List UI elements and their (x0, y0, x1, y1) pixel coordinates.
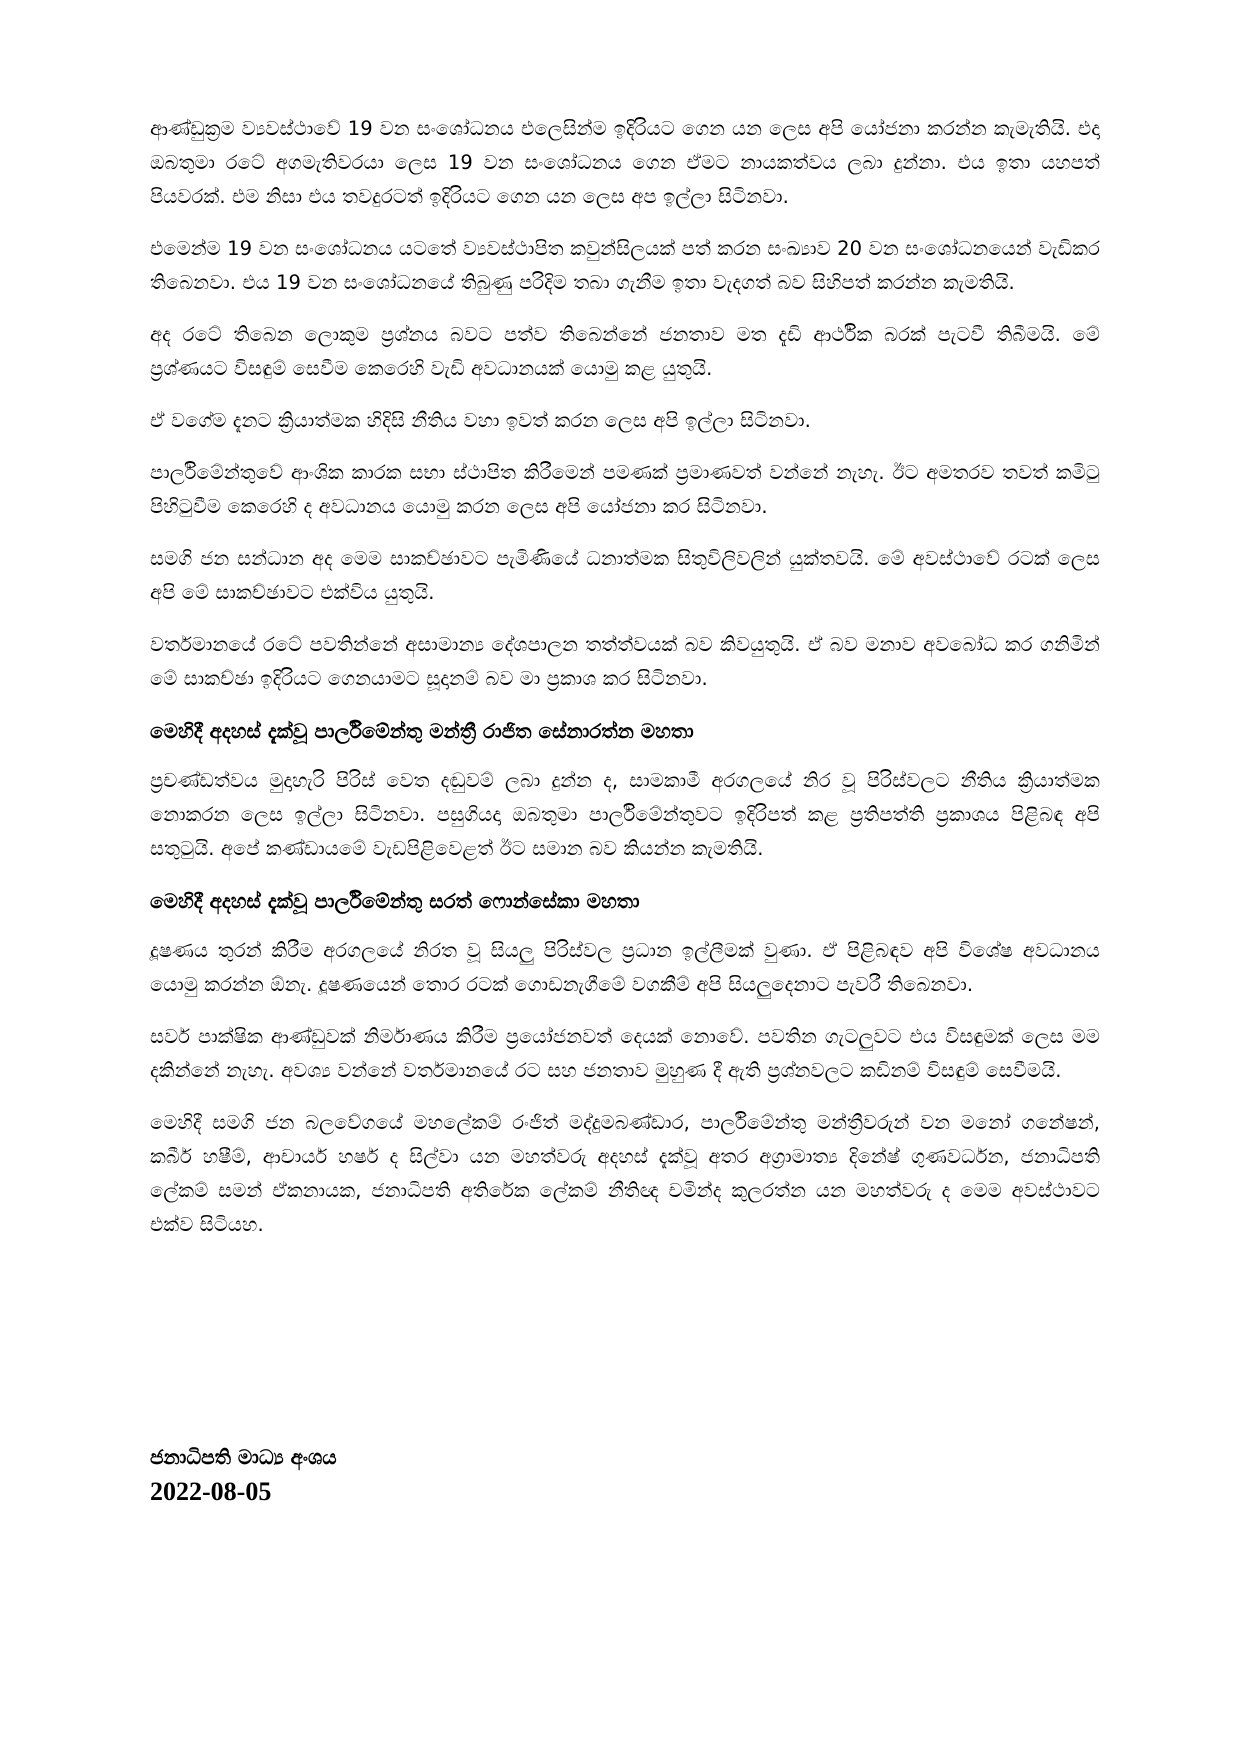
paragraph-5: පාර්ලිමේන්තුවේ ආංශික කාරක සභා ස්ථාපිත කිරීමෙන් පමණක් ප්‍රමාණවත් වන්නේ නැහැ. ඊට අමතරව තවත් කමිටු පිහිටුවීම කෙරෙහි ද අවධානය යොමු කරන ලෙස අපි යෝජනා කර සිටිනවා. (150, 461, 1100, 518)
paragraph-1: ආණ්ඩුක්‍රම ව්‍යවස්ථාවේ 19 වන සංශෝධනය එලෙසින්ම ඉදිරියට ගෙන යන ලෙස අපි යෝජනා කරන්න කැමැතියි. එදා ඔබතුමා රටේ අගමැතිවරයා ලෙස 19 වන සංශෝධනය ගෙන ඒමට නායකත්වය ලබා දුන්නා. එය ඉතා යහපත් පියවරක්. එම නිසා එය තවදුරටත් ඉදිරියට ගෙන යන ලෙස අප ඉල්ලා සිටිනවා. (150, 117, 1100, 208)
paragraph-4: ඒ වගේම දැනට ක්‍රියාත්මක හිදිසි නීතිය වහා ඉවත් කරන ලෙස අපි ඉල්ලා සිටිනවා. (150, 409, 811, 432)
document-date: 2022-08-05 (150, 1477, 272, 1506)
issuing-organization: ජනාධිපති මාධ්‍ය අංශය (150, 1445, 337, 1469)
section-heading-sarath-fonseka: මෙහිදී අදහස් දැක්වූ පාර්ලිමේන්තු සරත් ෆොන්සේකා මහතා (150, 889, 640, 913)
paragraph-3: අද රටේ තිබෙන ලොකුම ප්‍රශ්නය බවට පත්ව තිබෙන්නේ ජනතාව මත දැඩි ආර්ථික බරක් පැටවී තිබීමයි. මේ ප්‍රශ්ණයට විසඳුම් සෙවීම කෙරෙහි වැඩි අවධානයක් යොමු කළ යුතුයි. (150, 323, 1100, 380)
paragraph-9: දූෂණය තුරන් කිරීම අරගලයේ නිරත වූ සියලු පිරිස්වල ප්‍රධාන ඉල්ලීමක් වුණා. ඒ පිළිබඳව අපි විශේෂ අවධානය යොමු කරන්න ඕනැ. දූෂණයෙන් තොර රටක් ගොඩනැගීමේ වගකීම් අපි සියලුදෙනාට පැවරී තිබෙනවා. (150, 939, 1100, 996)
paragraph-2: එමෙන්ම 19 වන සංශෝධනය යටතේ ව්‍යවස්ථාපිත කවුන්සිලයක් පත් කරන සංඛ්‍යාව 20 වන සංශෝධනයෙන් වැඩිකර තිබෙනවා. එය 19 වන සංශෝධනයේ තිබුණු පරිදිම තබා ගැනීම ඉතා වැදගත් බව සිහිපත් කරන්න කැමතියි. (150, 237, 1100, 294)
document-body (150, 112, 1100, 1260)
paragraph-10: සර්ව පාක්ෂික ආණ්ඩුවක් නිර්මාණය කිරීම ප්‍රයෝජනවත් දෙයක් නොවේ. පවතින ගැටලුවට එය විසඳුමක් ලෙස මම දකින්නේ නැහැ. අවශ්‍ය වන්නේ වර්තමානයේ රට සහ ජනතාව මුහුණ දී ඇති ප්‍රශ්නවලට කඩිනම් විසඳුම් සෙවීමයි. (150, 1025, 1100, 1082)
section-heading-rajitha-senaratne: මෙහිදී අදහස් දැක්වූ පාර්ලිමේන්තු මන්ත්‍රී රාජිත සේනාරත්න මහතා (150, 719, 694, 743)
paragraph-7: වර්තමානයේ රටේ පවතින්නේ අසාමාන්‍ය දේශපාලන තත්ත්වයක් බව කිවයුතුයි. ඒ බව මනාව අවබෝධ කර ගනිමින් මේ සාකච්ඡා ඉදිරියට ගෙනයාමට සූදානම් බව මා ප්‍රකාශ කර සිටිනවා. (150, 633, 1100, 690)
paragraph-8: ප්‍රචණ්ඩත්වය මුදාහැරි පිරිස් වෙත දඬුවම් ලබා දුන්න ද, සාමකාමී අරගලයේ නිර වූ පිරිස්වලට නීතිය ක්‍රියාත්මක නොකරන ලෙස ඉල්ලා සිටිනවා. පසුගියදා ඔබතුමා පාර්ලිමේන්තුවට ඉදිරිපත් කළ ප්‍රතිපත්ති ප්‍රකාශය පිළිබඳ අපි සතුටුයි. අපේ කණ්ඩායමේ වැඩපිළිවෙළත් ඊට සමාන බව කියන්න කැමතියි. (150, 769, 1100, 860)
document-footer (150, 1440, 1100, 1510)
paragraph-11: මෙහිදී සමගි ජන බලවේගයේ මහලේකම් රංජිත් මද්දුමබණ්ඩාර, පාර්ලිමේන්තු මන්ත්‍රීවරුන් වන මනෝ ගනේෂන්, කබීර් හෂීම්, ආචාර්ය හර්ෂ ද සිල්වා යන මහත්වරු අදහස් දැක්වූ අතර අග්‍රාමාත්‍ය දිනේෂ් ගුණවර්ධන, ජනාධිපති ලේකම් සමන් ඒකනායක, ජනාධිපති අතිරේක ලේකම් නීතිඥ චමින්ද කුලරත්න යන මහත්වරු ද මෙම අවස්ථාවට එක්ව සිටියහ. (150, 1111, 1100, 1236)
paragraph-6: සමගි ජන සන්ධාන අද මෙම සාකච්ඡාවට පැමිණියේ ධනාත්මක සිතුවිලිවලින් යුක්තවයි. මේ අවස්ථාවේ රටක් ලෙස අපි මේ සාකච්ඡාවට එක්විය යුතුයි. (150, 547, 1100, 604)
